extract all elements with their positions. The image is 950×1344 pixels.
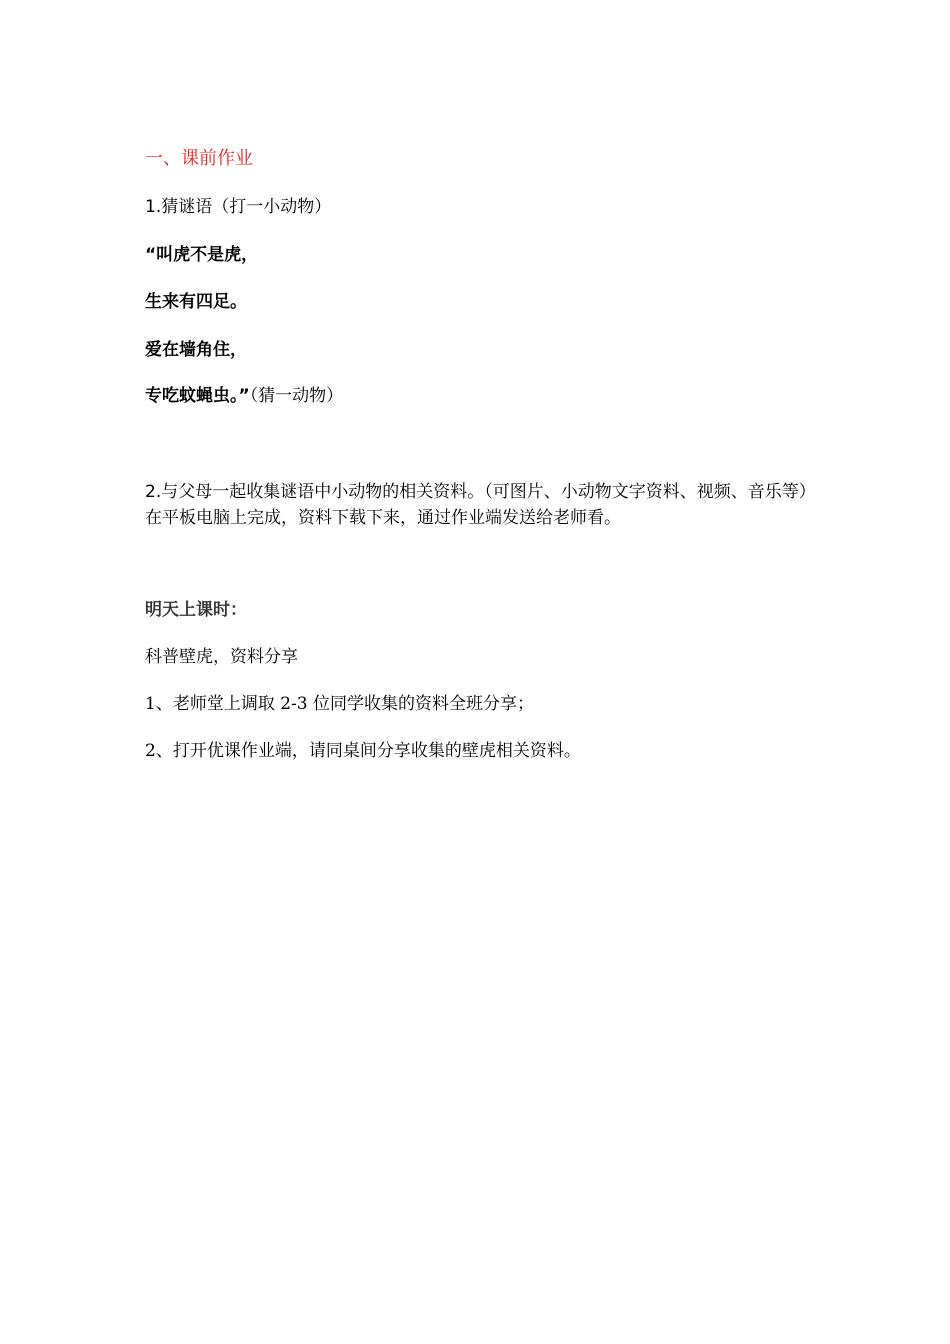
tomorrow-line-1: 科普壁虎，资料分享 xyxy=(145,647,298,667)
collect-info-item: 2.与父母一起收集谜语中小动物的相关资料。（可图片、小动物文字资料、视频、音乐等）在平板电脑上完成，资料下载下来，通过作业端发送给老师看。 xyxy=(145,482,808,528)
tomorrow-line-3: 2、打开优课作业端，请同桌间分享收集的壁虎相关资料。 xyxy=(145,741,581,761)
riddle-line-1: “叫虎不是虎， xyxy=(145,245,259,265)
section-heading-tomorrow: 明天上课时： xyxy=(145,600,247,620)
riddle-line-4-row xyxy=(145,384,810,408)
riddle-item-title: 1.猜谜语（打一小动物） xyxy=(145,197,332,217)
tomorrow-line-2: 1、老师堂上调取 2-3 位同学收集的资料全班分享； xyxy=(145,694,534,714)
riddle-line-4: 专吃蚊蝇虫。” xyxy=(145,386,250,406)
section-heading-homework: 一、课前作业 xyxy=(145,148,253,169)
riddle-line-3: 爱在墙角住， xyxy=(145,340,247,360)
riddle-hint: （猜一动物） xyxy=(249,386,344,406)
riddle-line-2: 生来有四足。 xyxy=(145,292,247,312)
